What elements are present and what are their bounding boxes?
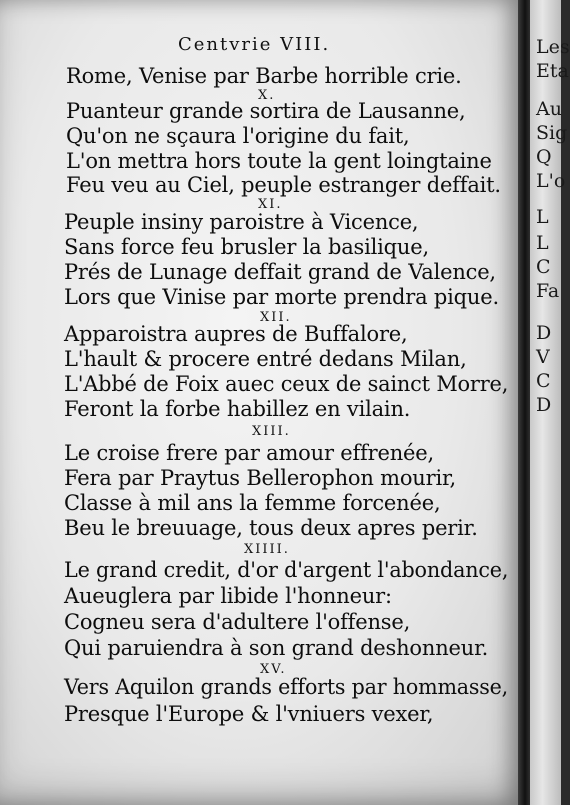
quatrain-number: XIIII. [244, 542, 290, 557]
verse-line: Prés de Lunage deffait grand de Valence, [64, 260, 496, 284]
verse-line: L'on mettra hors toute la gent loingtaine [66, 149, 492, 173]
facing-page-fragment: L [536, 206, 549, 228]
verse-line: L'hault & procere entré dedans Milan, [64, 347, 467, 371]
quatrain-number: XII. [260, 310, 292, 325]
page-header: Centvrie VIII. [178, 34, 331, 55]
verse-line: Qu'on ne sçaura l'origine du fait, [66, 124, 410, 148]
facing-page-fragment: V [536, 346, 550, 368]
verse-line: Cogneu sera d'adultere l'offense, [64, 610, 411, 634]
facing-page-fragment: Fa [536, 280, 560, 302]
facing-page-fragment: L [536, 232, 549, 254]
quatrain-number: XIII. [252, 424, 291, 439]
quatrain-number: XV. [260, 662, 287, 677]
verse-line: Qui paruiendra à son grand deshonneur. [64, 636, 489, 660]
facing-page-edge [530, 0, 570, 805]
verse-line: Aueuglera par libide l'honneur: [64, 584, 392, 608]
quatrain-number: X. [258, 88, 276, 103]
verse-line: Le croise frere par amour effrenée, [64, 441, 434, 465]
verse-line: Vers Aquilon grands efforts par hommasse, [64, 675, 509, 699]
facing-page-fragment: C [536, 370, 551, 392]
verse-line: Apparoistra aupres de Buffalore, [64, 322, 408, 346]
verse-line: Le grand credit, d'or d'argent l'abondance, [64, 558, 509, 582]
facing-page-fragment: D [536, 322, 552, 344]
verse-line: Beu le breuuage, tous deux apres perir. [64, 516, 478, 540]
facing-page-fragment: D [536, 394, 552, 416]
facing-page-fragment: Les [536, 36, 570, 58]
quatrain-number: XI. [258, 197, 283, 212]
verse-line: Puanteur grande sortira de Lausanne, [66, 99, 466, 123]
verse-line: Presque l'Europe & l'vniuers vexer, [64, 702, 434, 726]
facing-page-fragment: C [536, 256, 551, 278]
verse-line: Feront la forbe habillez en vilain. [64, 397, 411, 421]
verse-line: Feu veu au Ciel, peuple estranger deffait. [66, 173, 501, 197]
facing-page-fragment: L'o [536, 170, 566, 192]
verse-line: L'Abbé de Foix auec ceux de sainct Morre, [64, 372, 509, 396]
facing-page-fragment: Eta [536, 60, 569, 82]
facing-page-fragment: Q [536, 146, 552, 168]
verse-line: Sans force feu brusler la basilique, [64, 235, 429, 259]
facing-page-fragment: Au [536, 98, 562, 120]
verse-line: Classe à mil ans la femme forcenée, [64, 491, 441, 515]
verse-line: Lors que Vinise par morte prendra pique. [64, 285, 499, 309]
verse-line: Peuple insiny paroistre à Vicence, [64, 210, 419, 234]
verse-line: Rome, Venise par Barbe horrible crie. [66, 64, 462, 88]
facing-page-fragment: Sig [536, 122, 568, 144]
verse-line: Fera par Praytus Bellerophon mourir, [64, 466, 456, 490]
